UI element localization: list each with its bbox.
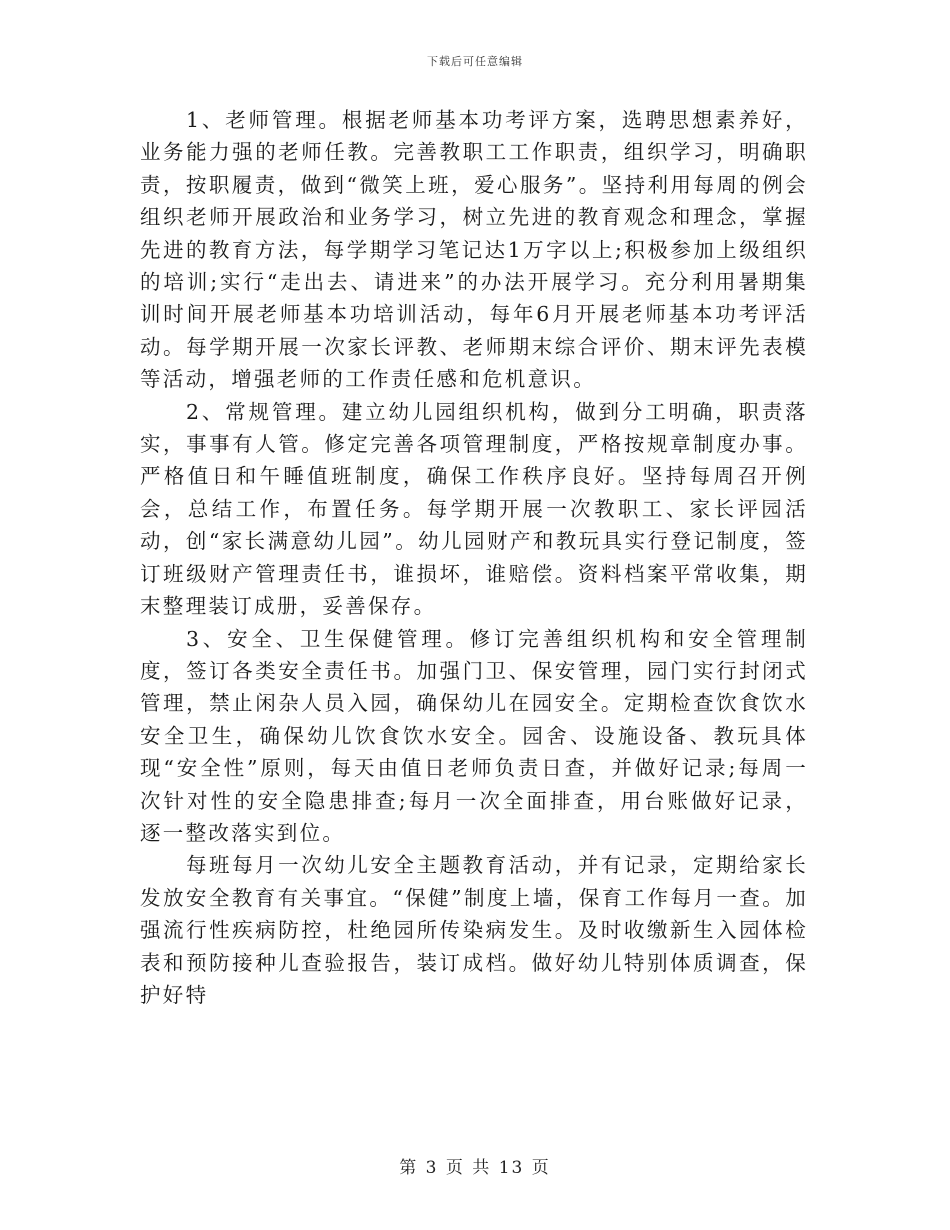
paragraph-routine-management: 2、常规管理。建立幼儿园组织机构，做到分工明确，职责落实，事事有人管。修定完善各项管理制度，严格按规章制度办事。严格值日和午睡值班制度，确保工作秩序良好。坚持每周召开例会，总结工作，布置任务。每学期开展一次教职工、家长评园活动，创“家长满意幼儿园”。幼儿园财产和教玩具实行登记制度，签订班级财产管理责任书，谁损坏，谁赔偿。资料档案平常收集，期末整理装订成册，妥善保存。 (140, 399, 808, 619)
paragraph-safety-education: 每班每月一次幼儿安全主题教育活动，并有记录，定期给家长发放安全教育有关事宜。“保健”制度上墙，保育工作每月一查。加强流行性疾病防控，杜绝园所传染病发生。及时收缴新生入园体检表和预防接种儿查验报告，装订成档。做好幼儿特别体质调查，保护好特 (140, 853, 808, 1007)
page-header: 下载后可任意编辑 (427, 55, 523, 68)
paragraph-teacher-management: 1、老师管理。根据老师基本功考评方案，选聘思想素养好，业务能力强的老师任教。完善教职工工作职责，组织学习，明确职责，按职履责，做到“微笑上班，爱心服务”。坚持利用每周的例会组织老师开展政治和业务学习，树立先进的教育观念和理念，掌握先进的教育方法，每学期学习笔记达1万字以上;积极参加上级组织的培训;实行“走出去、请进来”的办法开展学习。充分利用暑期集训时间开展老师基本功培训活动，每年6月开展老师基本功考评活动。每学期开展一次家长评教、老师期末综合评价、期末评先表模等活动，增强老师的工作责任感和危机意识。 (140, 108, 808, 392)
body-text (140, 104, 808, 1011)
page-number-footer: 第 3 页 共 13 页 (399, 1158, 551, 1178)
paragraph-safety-health-management: 3、安全、卫生保健管理。修订完善组织机构和安全管理制度，签订各类安全责任书。加强门卫、保安管理，园门实行封闭式管理，禁止闲杂人员入园，确保幼儿在园安全。定期检查饮食饮水安全卫生，确保幼儿饮食饮水安全。园舍、设施设备、教玩具体现“安全性”原则，每天由值日老师负责日查，并做好记录;每周一次针对性的安全隐患排查;每月一次全面排查，用台账做好记录，逐一整改落实到位。 (140, 626, 808, 845)
